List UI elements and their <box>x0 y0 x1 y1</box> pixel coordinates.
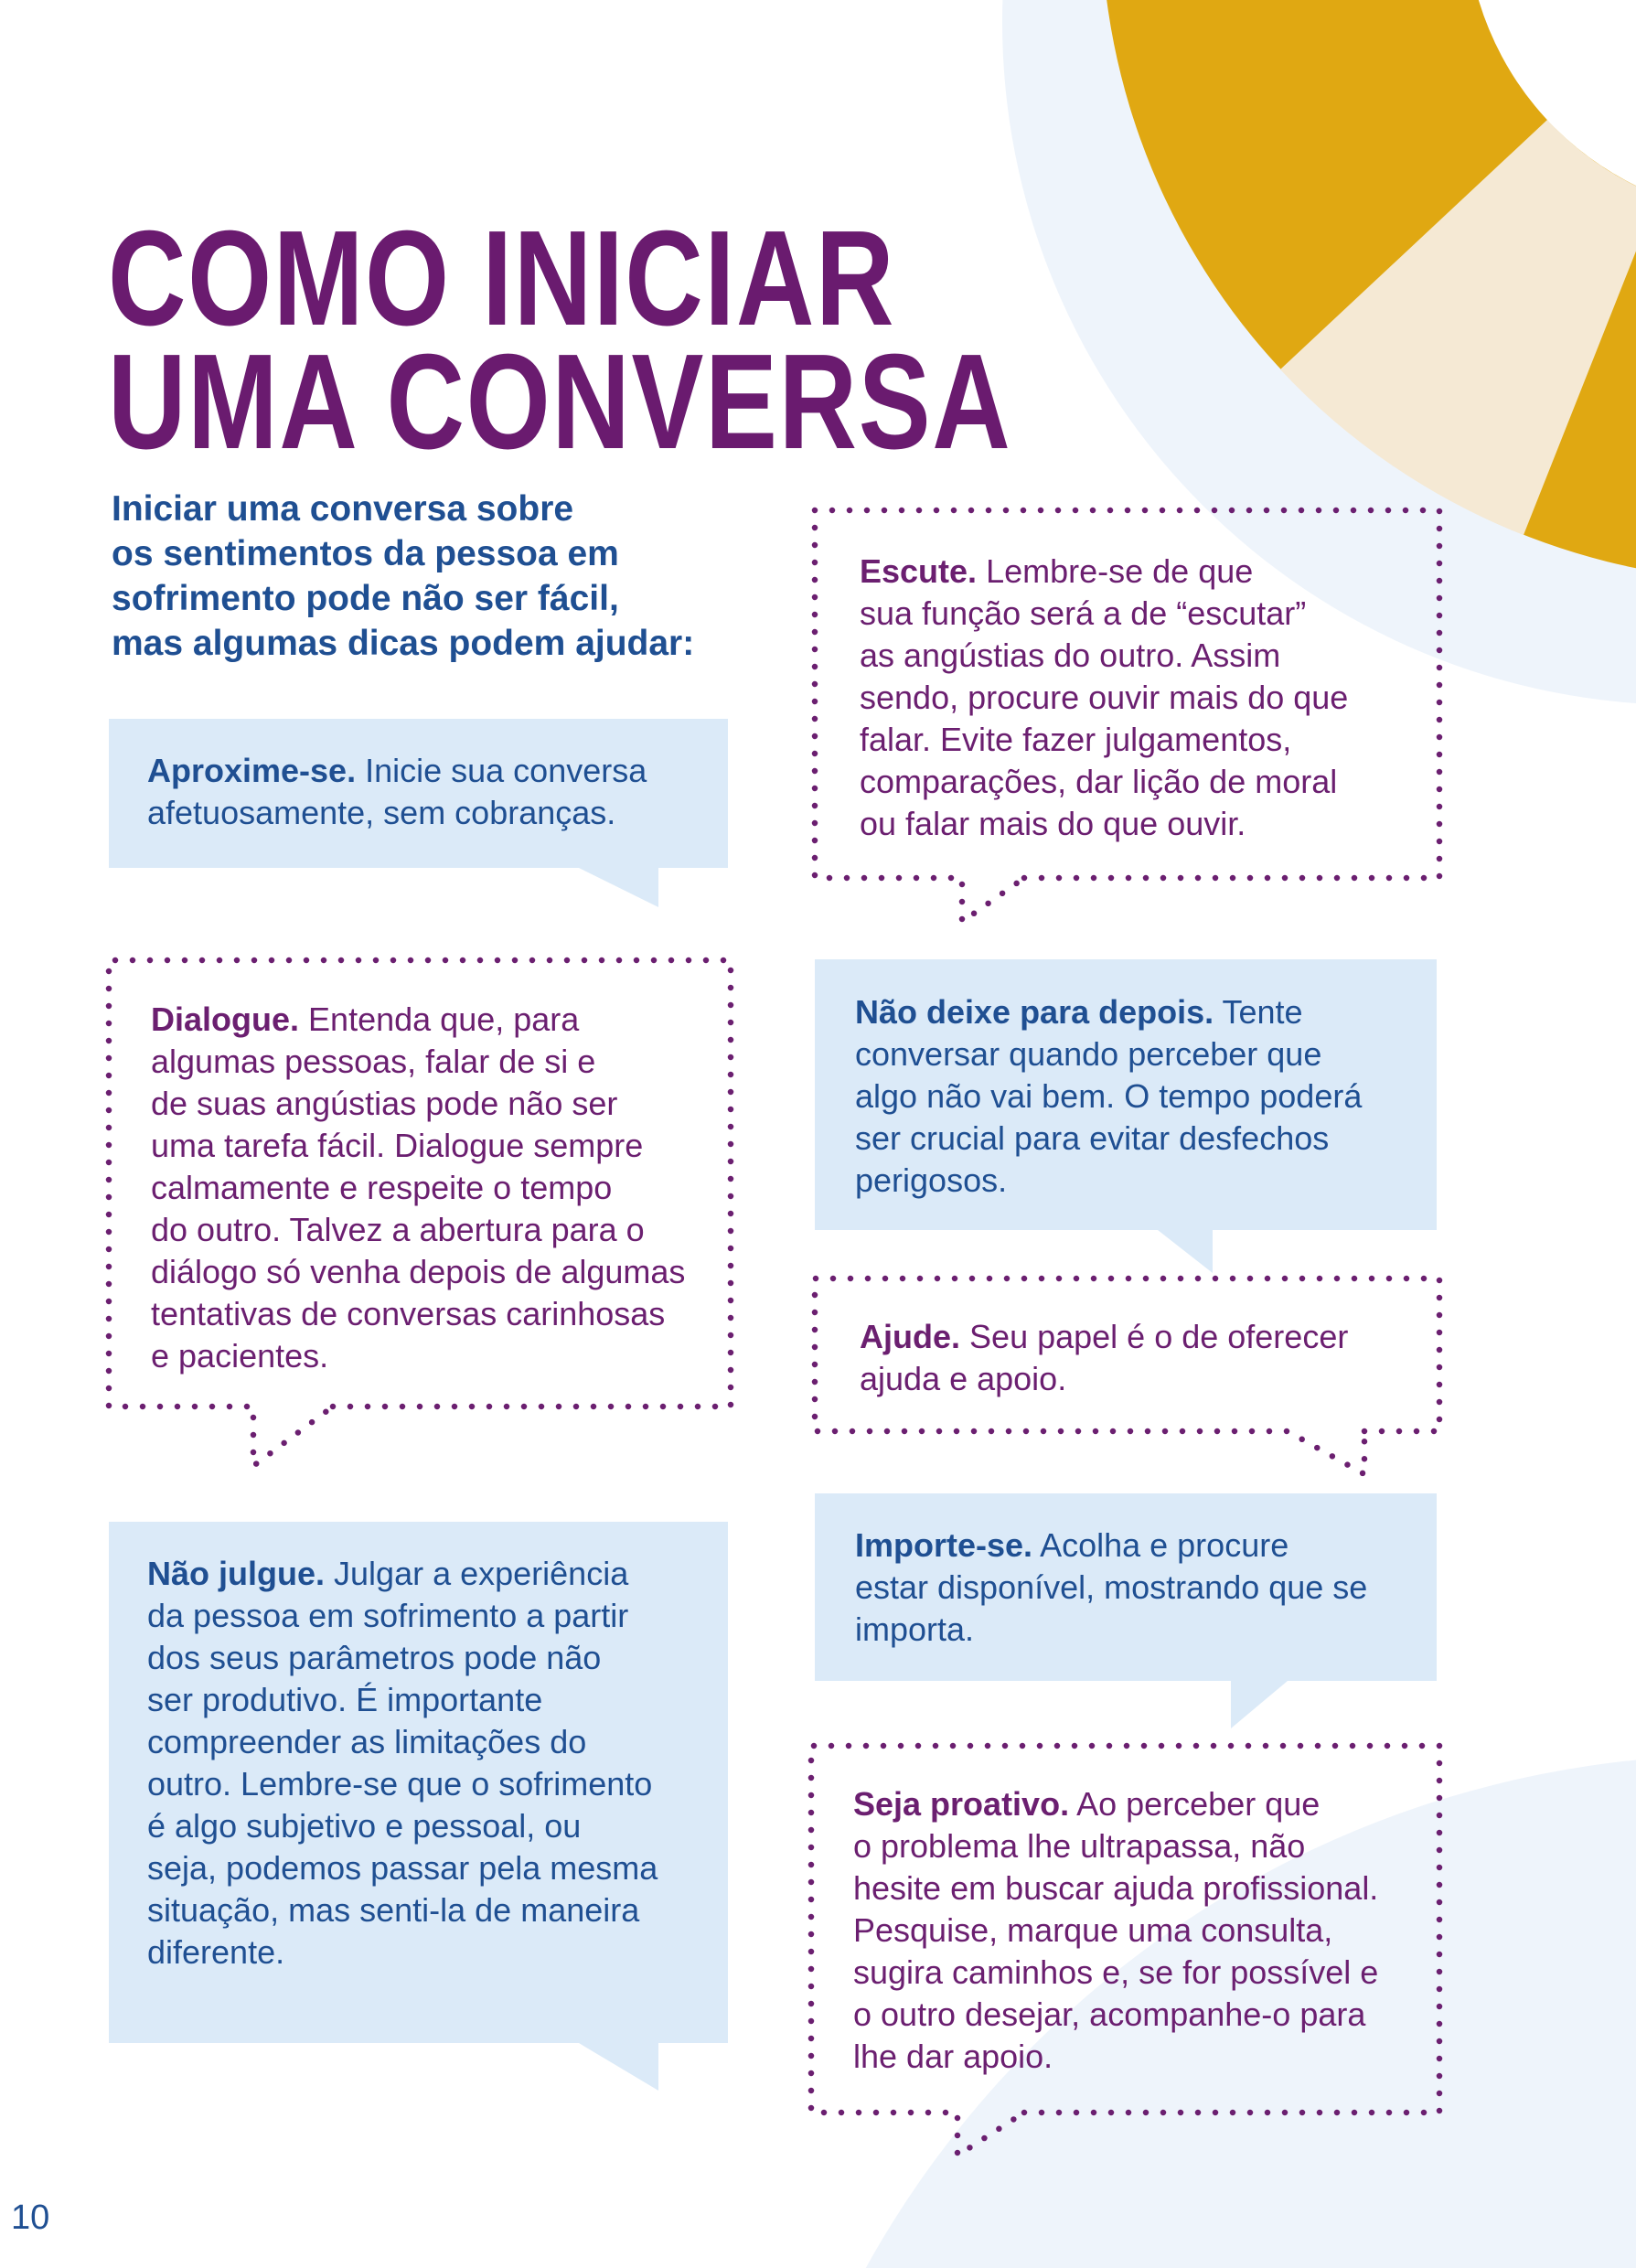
tip-title: Não julgue. <box>147 1555 326 1592</box>
tip-title: Ajude. <box>860 1318 961 1355</box>
tip-text: Tente conversar quando perceber que algo não vai bem. O tempo poderá ser crucial para evitar desfechos perigosos. <box>855 993 1363 1199</box>
tip-text: Julgar a experiência da pessoa em sofrimento a partir dos seus parâmetros pode não ser produtivo. É importante compreender as limitações do outro. Lembre-se que o sofrimento é algo subjetivo e pessoal, ou seja, podemos passar pela mesma situação, mas senti-la de maneira diferente. <box>147 1555 658 1971</box>
tip-text: Acolha e procure estar disponível, mostrando que se importa. <box>855 1526 1368 1648</box>
page-number: 10 <box>11 2198 50 2237</box>
tip-text: Inicie sua conversa afetuosamente, sem cobranças. <box>147 752 647 831</box>
tip-dialogue <box>151 999 685 1377</box>
tip-text: Entenda que, para algumas pessoas, falar de si e de suas angústias pode não ser uma tarefa fácil. Dialogue sempre calmamente e respeite o tempo do outro. Talvez a abertura para o diálogo só venha depois de algumas tentativas de conversas carinhosas e pacientes. <box>151 1000 686 1375</box>
tip-ajude <box>860 1316 1348 1400</box>
tip-nao-julgue <box>147 1553 658 1974</box>
tip-text: Ao perceber que o problema lhe ultrapassa, não hesite em buscar ajuda profissional. Pesquise, marque uma consulta, sugira caminhos e, se for possível e o outro desejar, acompanhe-o para lhe dar apoio. <box>853 1785 1379 2075</box>
tip-aproxime-se <box>147 750 647 834</box>
tip-title: Seja proativo. <box>853 1785 1070 1823</box>
tip-title: Escute. <box>860 552 978 590</box>
tip-escute <box>860 551 1348 845</box>
intro-text: Iniciar uma conversa sobre os sentimentos da pessoa em sofrimento pode não ser fácil, mas algumas dicas podem ajudar: <box>112 489 695 663</box>
tip-text: Lembre-se de que sua função será a de “escutar” as angústias do outro. Assim sendo, procure ouvir mais do que falar. Evite fazer julgamentos, comparações, dar lição de moral ou falar mais do que ouvir. <box>860 552 1349 842</box>
tip-title: Importe-se. <box>855 1526 1033 1564</box>
tip-nao-deixe-para-depois <box>855 991 1362 1202</box>
tip-title: Dialogue. <box>151 1000 300 1038</box>
tip-text: Seu papel é o de oferecer ajuda e apoio. <box>860 1318 1349 1397</box>
tip-seja-proativo <box>853 1783 1378 2078</box>
page-title: COMO INICIAR UMA CONVERSA <box>108 203 1012 477</box>
tip-title: Não deixe para depois. <box>855 993 1214 1031</box>
tip-title: Aproxime-se. <box>147 752 357 789</box>
tip-importe-se <box>855 1524 1367 1651</box>
